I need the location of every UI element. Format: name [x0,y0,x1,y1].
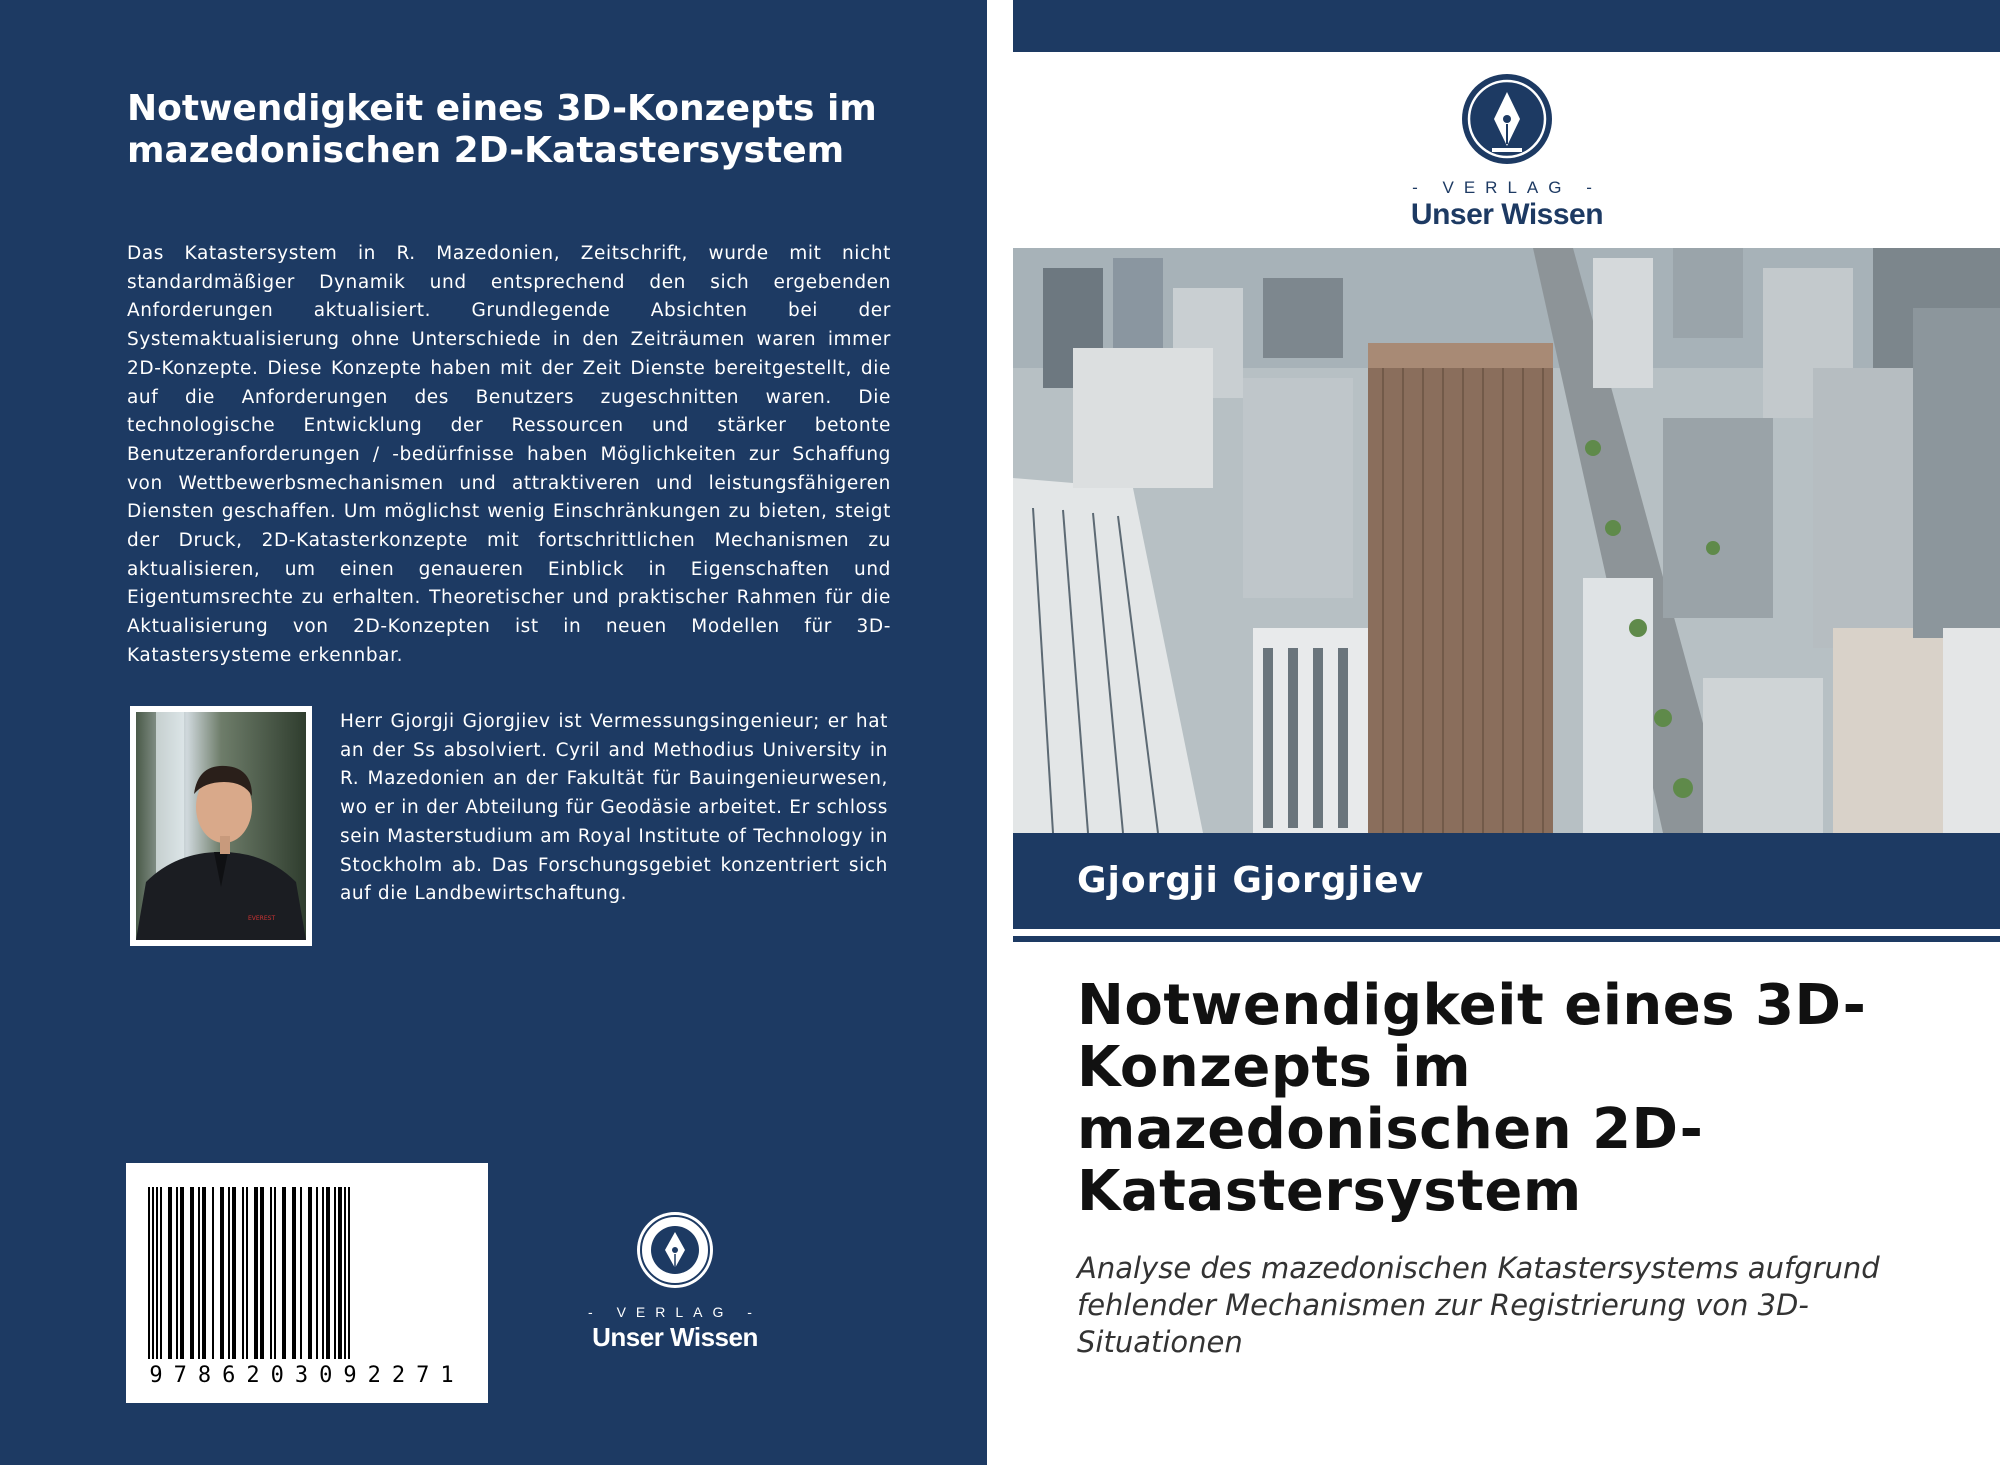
front-cover-title: Notwendigkeit eines 3D-Konzepts im mazedonischen 2D-Katastersystem [1077,973,1867,1224]
publisher-name: Unser Wissen [592,1322,758,1352]
isbn-barcode [126,1163,488,1403]
verlag-label: - VERLAG - [1412,178,1602,197]
divider-rule [1013,936,2000,942]
front-cover [1013,0,2000,1465]
author-photo [130,706,312,946]
top-band [1013,0,2000,52]
svg-text:EVEREST: EVEREST [248,915,276,922]
pen-nib-seal-icon [635,1210,715,1290]
back-cover [0,0,987,1465]
back-cover-abstract: Das Katastersystem in R. Mazedonien, Zeitschrift, wurde mit nicht standardmäßiger Dynamik und entsprechend den sich ergebenden Anforderungen aktualisiert. Grundlegende Absichten bei der Systemaktualisierung ohne Unterschiede in den Zeiträumen waren immer 2D-Konzepte. Diese Konzepte haben mit der Zeit Dienste bereitgestellt, die auf die Anforderungen des Benutzers zugeschnitten waren. Die technologische Entwicklung der Ressourcen und stärker betonte Benutzeranforderungen / -bedürfnisse haben Möglichkeiten zur Schaffung von Wettbewerbsmechanismen und attraktiveren und leistungsfähigeren Diensten geschaffen. Um möglichst wenig Einschränkungen zu bieten, steigt der Druck, 2D-Katasterkonzepte mit fortschrittlichen Mechanismen zu aktualisieren, um einen genaueren Einblick in Eigenschaften und Eigentumsrechte zu erhalten. Theoretischer und praktischer Rahmen für die Aktualisierung von 2D-Konzepten ist in neuen Modellen für 3D-Katastersysteme erkennbar. [127,243,891,666]
front-publisher-logo [1367,72,1647,232]
back-publisher-logo [575,1210,775,1353]
back-cover-title: Notwendigkeit eines 3D-Konzepts im mazedonischen 2D-Katastersystem [127,88,877,171]
isbn-number: 9786203092271 [149,1363,465,1388]
publisher-name: Unser Wissen [1410,198,1604,231]
verlag-label: - VERLAG - [588,1304,762,1320]
front-cover-subtitle: Analyse des mazedonischen Katastersystems aufgrund fehlender Mechanismen zur Registrierung von 3D-Situationen [1077,1251,1880,1359]
author-bio: Herr Gjorgji Gjorgjiev ist Vermessungsingenieur; er hat an der Ss absolviert. Cyril and Methodius University in R. Mazedonien an der Fakultät für Bauingenieurwesen, wo er in der Abteilung für Geodäsie arbeitet. Er schloss sein Masterstudium am Royal Institute of Technology in Stockholm ab. Das Forschungsgebiet konzentriert sich auf die Landbewirtschaftung. [340,711,888,905]
barcode-bars [144,1187,470,1359]
author-name: Gjorgji Gjorgjiev [1077,860,1425,901]
cover-city-photo [1013,248,2000,833]
pen-nib-logo-icon [1460,72,1554,166]
